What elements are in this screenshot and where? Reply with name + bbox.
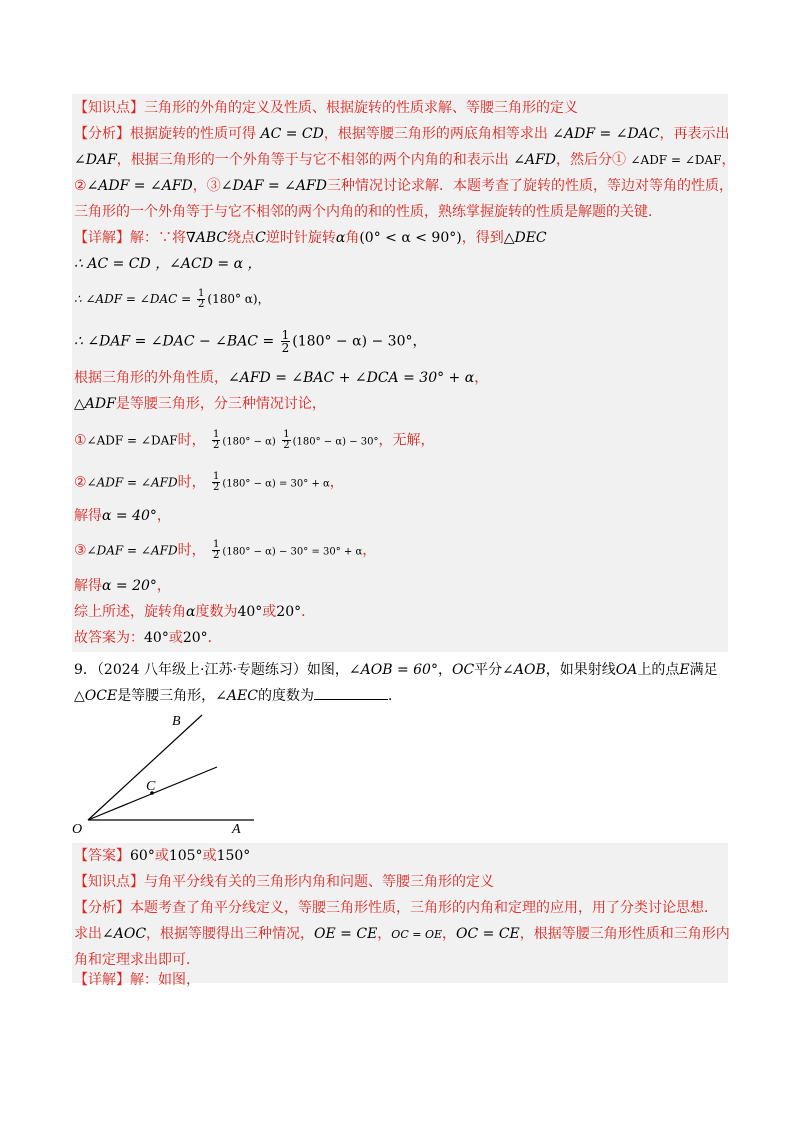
math-expression: 150°: [216, 848, 251, 864]
answer-tag: 【答案】: [74, 848, 130, 864]
summary-line: [74, 602, 315, 622]
math-expression: ∠AOB: [502, 662, 546, 678]
math-expression: 20°: [182, 630, 208, 646]
knowledge-text: 与角平分线有关的三角形内角和问题、等腰三角形的定义: [144, 874, 494, 890]
detail-tag: 【详解】: [74, 230, 130, 246]
math-expression: ∠ADF = ∠DAC: [552, 126, 660, 142]
question-9-line-1: [74, 660, 718, 680]
detail-line: [74, 228, 547, 248]
analysis-line-3: [74, 176, 733, 196]
math-expression: ∠ADF = ∠DAF: [86, 433, 178, 448]
step-line-1: [74, 254, 262, 274]
answer-text: 或: [202, 848, 217, 864]
math-expression: ∠ADF = ∠DAF: [630, 153, 722, 167]
analysis-2-line-3: [74, 950, 200, 970]
knowledge-text: 三角形的外角的定义及性质、根据旋转的性质求解、等腰三角形的定义: [144, 100, 578, 116]
fraction-half: $\frac{1}{2}$: [213, 539, 220, 561]
math-expression: α: [335, 230, 346, 246]
analysis-2-line-1: [74, 898, 718, 918]
summary-text: 综上所述，旋转角: [74, 604, 186, 620]
answer-text: 故答案为：: [74, 630, 144, 646]
answer-text: 或: [154, 848, 169, 864]
math-expression: OE = CE: [314, 926, 378, 942]
analysis-text: ，根据等腰三角形的两底角相等求出: [323, 126, 548, 142]
analysis-line-4: [74, 202, 662, 222]
math-expression: ∠AOC: [102, 926, 147, 942]
analysis-text: ，: [442, 926, 456, 942]
fraction-half: $\frac{1}{2}$: [213, 471, 220, 493]
label-A: A: [232, 822, 241, 837]
math-expression: (180° − α) − 30°: [292, 333, 413, 350]
answer-blank: [314, 687, 388, 700]
math-expression: (180° α): [207, 292, 258, 306]
analysis-text: ，再表示出: [659, 126, 730, 142]
label-O: O: [72, 822, 83, 837]
case-marker: ③: [74, 542, 87, 559]
case-2-line: [74, 472, 344, 495]
math-expression: ∠DAF = ∠AFD: [86, 543, 178, 558]
math-expression: (0° < α < 90°): [359, 230, 462, 246]
punctuation: ，: [412, 333, 427, 350]
fraction-half: $\frac{1}{2}$: [213, 429, 220, 451]
question-text: 平分: [474, 662, 503, 678]
math-expression: ∇ABC: [186, 230, 228, 246]
math-expression: OC = CE: [456, 926, 520, 942]
analysis-text: 三种情况讨论求解．本题考查了旋转的性质，等边对等角的性质，: [326, 178, 733, 194]
analysis-text: 三角形的一个外角等于与它不相邻的两个内角的和的性质，熟练掌握旋转的性质是解题的关键．: [74, 204, 662, 220]
knowledge-tag: 【知识点】: [74, 100, 144, 116]
summary-text: 或: [262, 604, 277, 620]
analysis-text: ，③: [192, 178, 221, 194]
detail-text: 角: [345, 230, 360, 246]
math-expression: ∴ ∠ADF = ∠DAC =: [74, 292, 192, 306]
question-text: 是等腰三角形，: [117, 688, 216, 704]
detail-text: 解：∵将: [130, 230, 186, 246]
math-expression: C: [255, 230, 266, 246]
math-expression: α = 20°: [102, 578, 157, 594]
detail-text: 逆时针旋转: [265, 230, 336, 246]
math-expression: ∠DAF = ∠AFD: [220, 178, 327, 194]
analysis-tag: 【分析】: [74, 126, 130, 142]
question-text: 上的点: [637, 662, 680, 678]
knowledge-tag: 【知识点】: [74, 874, 144, 890]
math-expression: (180° − α): [222, 436, 276, 448]
step-text: 根据三角形的外角性质，: [74, 370, 228, 386]
math-expression: (180° − α) − 30° = 30° + α: [222, 546, 363, 558]
math-expression: AC = CD: [260, 126, 324, 142]
math-expression: OC: [451, 662, 475, 678]
analysis-text: ，然后分①: [556, 152, 627, 168]
case-marker: ①: [74, 432, 87, 449]
fraction-half: $\frac{1}{2}$: [283, 429, 290, 451]
analysis-2-line-2: [74, 924, 730, 945]
punctuation: ，: [257, 292, 270, 306]
case-text: ，: [362, 542, 377, 559]
case-text: 解得: [74, 578, 102, 594]
math-expression: ∠DAF: [74, 152, 117, 168]
question-text: ，如果射线: [545, 662, 616, 678]
question-number: 9．: [74, 662, 97, 678]
math-expression: △DEC: [503, 230, 547, 246]
analysis-text: ，根据三角形的一个外角等于与它不相邻的两个内角的和表示出: [116, 152, 509, 168]
ray-OB: [88, 715, 202, 820]
math-expression: ∴ AC = CD ，∠ACD = α ，: [74, 256, 262, 272]
case-marker: ②: [74, 474, 87, 491]
math-expression: (180° − α) = 30° + α: [222, 478, 330, 490]
math-expression: 40°: [144, 630, 169, 646]
detail-tag: 【详解】: [74, 972, 130, 988]
label-B: B: [172, 714, 181, 729]
analysis-text: ，根据等腰三角形性质和三角形内: [519, 926, 730, 942]
analysis-tag: 【分析】: [74, 900, 130, 916]
step-line-2: [74, 289, 270, 310]
math-expression: 60°: [130, 848, 155, 864]
case-2-solution-line: [74, 506, 171, 526]
math-expression: OA: [615, 662, 638, 678]
detail-2-line: [74, 970, 200, 990]
question-text: 满足: [689, 662, 718, 678]
analysis-line-2: [74, 150, 736, 170]
math-expression: ∠AEC: [215, 688, 258, 704]
math-expression: △OCE: [74, 688, 118, 704]
question-text: ，: [437, 662, 452, 678]
case-3-solution-line: [74, 576, 171, 596]
knowledge-line-2: [74, 872, 494, 892]
case-text: ，: [156, 578, 171, 594]
case-3-line: [74, 540, 376, 563]
answer-text: 或: [168, 630, 183, 646]
analysis-text: 求出: [74, 926, 102, 942]
analysis-text: ②: [74, 178, 87, 194]
case-text: 时，: [177, 432, 206, 449]
step-line-5: [74, 394, 326, 414]
step-line-3: [74, 329, 426, 354]
answer-text: ．: [207, 630, 222, 646]
label-C: C: [146, 779, 156, 794]
math-expression: OC = OE: [391, 928, 442, 941]
analysis-text: 角和定理求出即可．: [74, 952, 200, 968]
analysis-text: ，根据等腰得出三种情况，: [146, 926, 315, 942]
case-text: 时，: [177, 542, 206, 559]
step-text: ，: [474, 370, 489, 386]
case-text: ，无解，: [378, 432, 435, 449]
summary-text: 度数为: [195, 604, 238, 620]
detail-text: ，得到: [461, 230, 504, 246]
case-text: 时，: [177, 474, 206, 491]
case-text: 解得: [74, 508, 102, 524]
case-text: ，: [329, 474, 344, 491]
analysis-text: 本题考查了角平分线定义，等腰三角形性质，三角形的内角和定理的应用，用了分类讨论思想．: [130, 900, 718, 916]
math-expression: 20°: [276, 604, 302, 620]
step-line-4: [74, 368, 488, 388]
question-source: （2024 八年级上·江苏·专题练习）如图，: [96, 662, 349, 678]
angle-figure: [68, 708, 268, 838]
question-9-line-2: [74, 686, 402, 706]
case-1-line: [74, 430, 434, 453]
math-expression: ∠AFD = ∠BAC + ∠DCA = 30° + α: [228, 370, 475, 386]
math-expression: ∴ ∠DAF = ∠DAC − ∠BAC =: [74, 333, 275, 350]
analysis-line-1: [74, 124, 729, 144]
detail-text: 解：如图，: [130, 972, 200, 988]
math-expression: ∠AOB = 60°: [348, 662, 438, 678]
math-expression: α: [186, 604, 196, 620]
question-text: ．: [387, 688, 402, 704]
math-expression: ∠AFD: [513, 152, 557, 168]
step-text: 是等腰三角形，分三种情况讨论，: [115, 396, 326, 412]
math-expression: α = 40°: [102, 508, 157, 524]
math-expression: ∠ADF = ∠AFD: [86, 475, 178, 490]
math-expression: 40°: [237, 604, 263, 620]
question-text: 的度数为: [257, 688, 314, 704]
analysis-text: ，: [377, 926, 392, 942]
analysis-text: ，: [721, 152, 736, 168]
answer-line: [74, 846, 250, 866]
detail-text: 绕点: [227, 230, 256, 246]
math-expression: (180° − α) − 30°: [292, 436, 379, 448]
math-expression: 105°: [168, 848, 203, 864]
summary-text: ．: [301, 604, 316, 620]
case-text: ，: [156, 508, 171, 524]
fraction-half: $\frac{1}{2}$: [198, 288, 205, 310]
final-answer-line: [74, 628, 222, 648]
fraction-half: $\frac{1}{2}$: [281, 328, 290, 355]
math-expression: △ADF: [74, 396, 116, 412]
math-expression: E: [679, 662, 690, 678]
analysis-text: 根据旋转的性质可得: [130, 126, 256, 142]
knowledge-line: [74, 98, 578, 118]
math-expression: ∠ADF = ∠AFD: [86, 178, 193, 194]
